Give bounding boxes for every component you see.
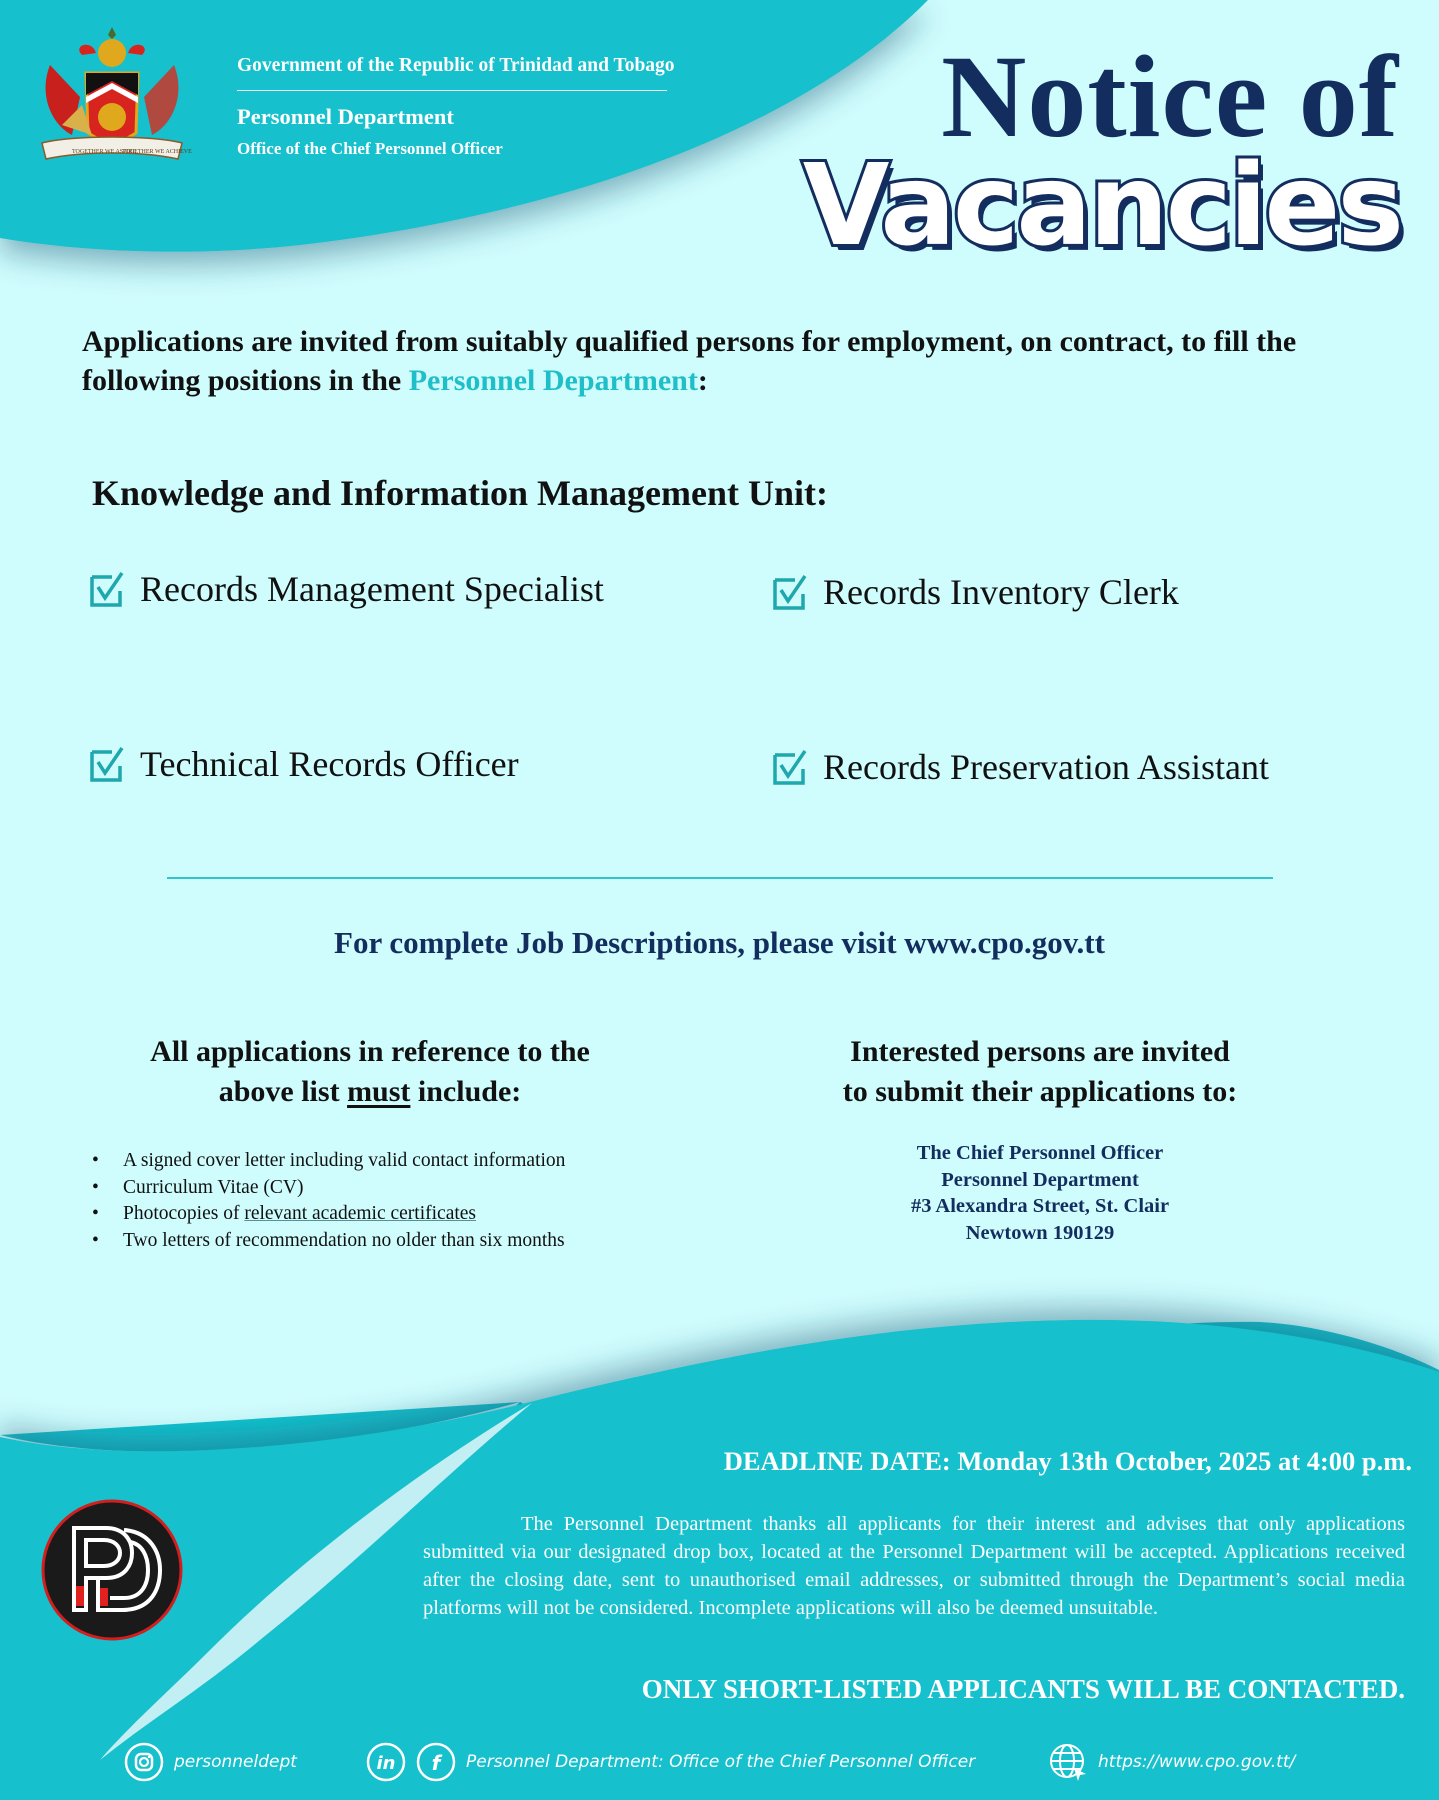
shortlist-notice: ONLY SHORT-LISTED APPLICANTS WILL BE CONTACTED. — [641, 1674, 1405, 1704]
position-label: Records Preservation Assistant — [823, 747, 1269, 787]
position-item — [88, 568, 604, 610]
address-line: #3 Alexandra Street, St. Clair — [910, 1195, 1170, 1217]
requirements-heading-line2 — [70, 1072, 670, 1112]
coat-of-arms-icon — [32, 25, 192, 177]
requirement-text: A signed cover letter including valid contact information — [123, 1150, 566, 1171]
address-line: The Chief Personnel Officer — [916, 1142, 1164, 1164]
requirement-underlined-text: relevant academic certificates — [244, 1203, 477, 1224]
header-divider — [237, 90, 667, 91]
list-item — [92, 1175, 565, 1202]
svg-text:f: f — [431, 1751, 441, 1775]
position-label: Records Inventory Clerk — [823, 572, 1179, 612]
address-line: Personnel Department — [941, 1168, 1139, 1191]
website-link[interactable] — [1048, 1742, 1295, 1782]
office-name: Office of the Chief Personnel Officer — [237, 139, 503, 158]
instagram-handle: personneldept — [174, 1752, 297, 1772]
submission-heading-line2: to submit their applications to: — [842, 1075, 1238, 1108]
intro-colon: : — [697, 364, 708, 397]
requirements-heading — [70, 1032, 670, 1112]
job-descriptions-link[interactable]: For complete Job Descriptions, please visit www.cpo.gov.tt — [334, 925, 1105, 960]
deadline-date: DEADLINE DATE: Monday 13th October, 2025 at 4:00 p.m. — [723, 1446, 1412, 1476]
department-name: Personnel Department — [237, 104, 454, 129]
address-line: Newtown 190129 — [965, 1221, 1115, 1244]
position-label: Records Management Specialist — [140, 569, 604, 609]
heading-text: above list — [218, 1075, 348, 1108]
intro-text: Applications are invited from suitably qualified persons for employment, on contract, to fill the following positions in the — [82, 325, 1297, 397]
pd-logo-icon — [40, 1498, 184, 1642]
notice-paragraph: The Personnel Department thanks all applicants for their interest and advises that only applications submitted via our designated drop box, located at the Personnel Department will be accepted. Applications received after the closing date, sent to unauthorised email addresses, or submitted through the Department’s social media platforms will not be considered. Incomplete applications will also be deemed unsuitable. — [423, 1513, 1405, 1619]
globe-icon — [1048, 1742, 1088, 1782]
list-item — [92, 1148, 565, 1175]
facebook-icon[interactable] — [416, 1742, 456, 1782]
requirement-text: Two letters of recommendation no older than six months — [123, 1229, 565, 1251]
title-notice-of: Notice of — [941, 31, 1399, 162]
position-item — [88, 743, 519, 785]
unit-heading: Knowledge and Information Management Unit: — [92, 473, 828, 513]
position-item — [771, 571, 1179, 613]
intro-highlight-department: Personnel Department — [408, 364, 698, 397]
svg-text:TOGETHER WE ACHIEVE: TOGETHER WE ACHIEVE — [122, 149, 192, 155]
svg-text:in: in — [376, 1753, 396, 1774]
linkedin-icon[interactable] — [366, 1742, 406, 1782]
position-label: Technical Records Officer — [140, 744, 519, 784]
checkbox-checked-icon — [88, 744, 128, 784]
requirements-heading-line1: All applications in reference to the — [150, 1035, 590, 1068]
checkbox-checked-icon — [88, 569, 128, 609]
heading-text: include: — [410, 1075, 522, 1108]
instagram-link[interactable] — [124, 1742, 297, 1782]
intro-paragraph — [82, 322, 1382, 400]
website-url: https://www.cpo.gov.tt/ — [1098, 1752, 1296, 1772]
facebook-page-name[interactable]: Personnel Department: Office of the Chief Personnel Officer — [466, 1752, 976, 1772]
list-item — [92, 1201, 565, 1228]
list-item — [92, 1228, 565, 1255]
requirements-list — [92, 1148, 565, 1254]
government-name: Government of the Republic of Trinidad and Tobago — [237, 55, 675, 76]
svg-text:TOGETHER WE ASPIRE: TOGETHER WE ASPIRE — [72, 149, 137, 155]
position-item — [771, 746, 1269, 788]
checkbox-checked-icon — [771, 572, 811, 612]
social-links — [366, 1742, 975, 1782]
submission-heading-line1: Interested persons are invited — [850, 1035, 1230, 1068]
checkbox-checked-icon — [771, 747, 811, 787]
submission-address — [790, 1140, 1290, 1246]
submission-heading — [790, 1032, 1290, 1112]
section-divider — [167, 877, 1273, 879]
must-emphasis: must — [347, 1075, 411, 1108]
title-vacancies: Vacancies — [802, 141, 1401, 271]
requirement-text: Curriculum Vitae (CV) — [123, 1176, 304, 1198]
instagram-icon — [124, 1742, 164, 1782]
requirement-text: Photocopies of — [123, 1203, 245, 1224]
